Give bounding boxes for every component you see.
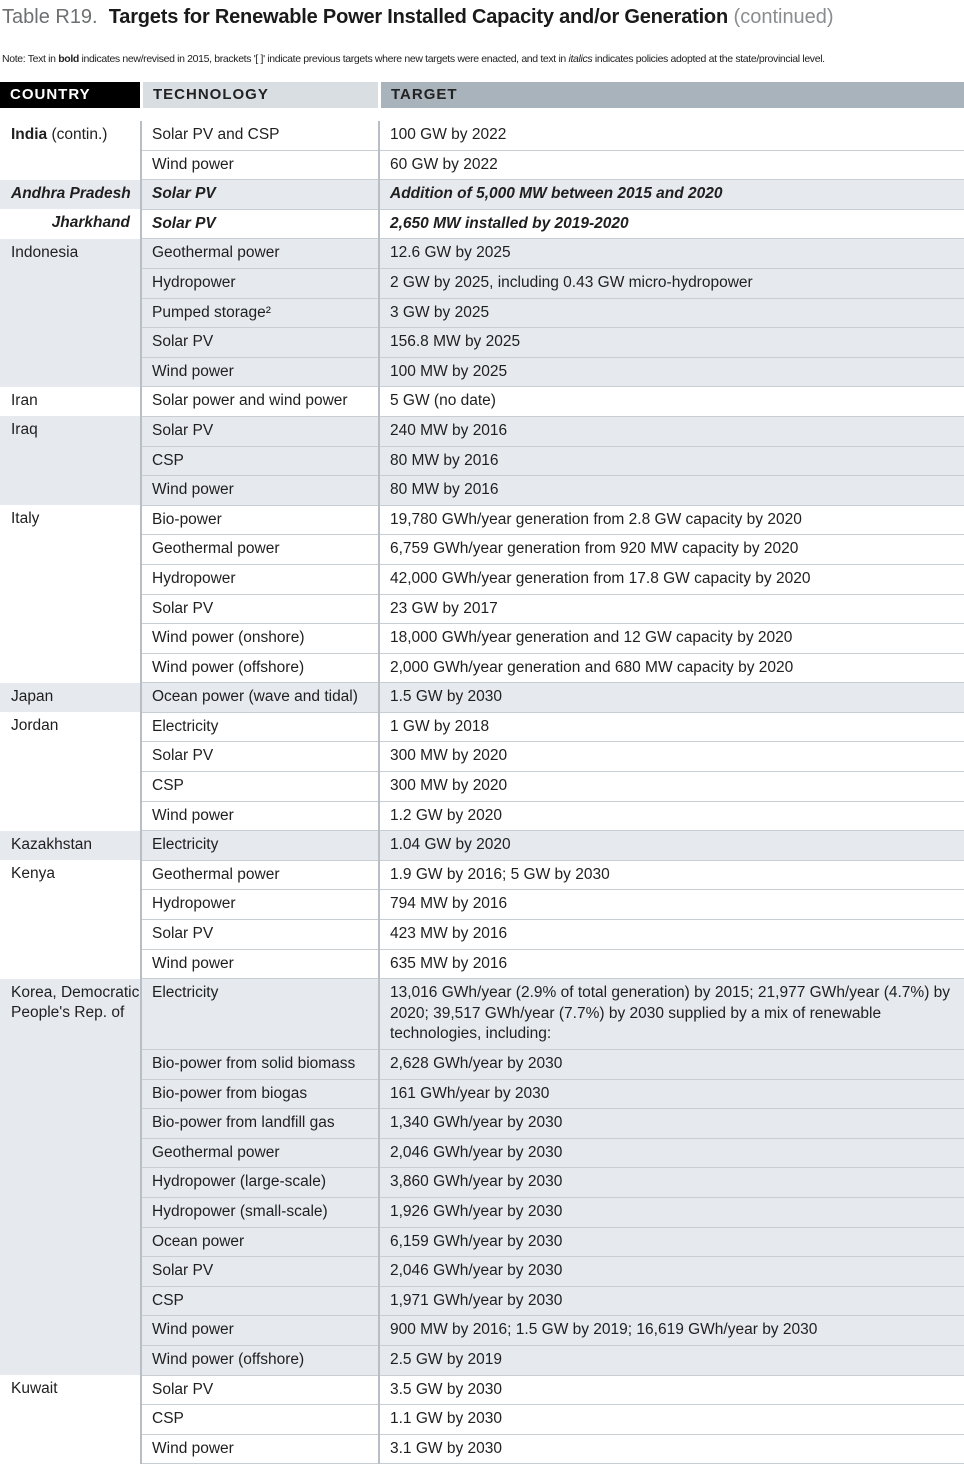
table-number: Table R19.: [2, 6, 98, 28]
country-name: Kazakhstan: [11, 835, 92, 853]
table-row: [0, 505, 964, 535]
technology-cell: Pumped storage²: [141, 298, 379, 328]
country-name: Korea, Democratic People's Rep. of: [11, 983, 140, 1022]
target-cell: 300 MW by 2020: [379, 742, 964, 772]
technology-cell: Wind power: [141, 150, 379, 180]
technology-cell: Solar PV: [141, 416, 379, 446]
technology-cell: Solar power and wind power: [141, 387, 379, 417]
table-row: [0, 1257, 964, 1287]
table-row: [0, 1109, 964, 1139]
table-row: [0, 239, 964, 269]
country-cell: [0, 121, 141, 180]
target-cell: 2.5 GW by 2019: [379, 1345, 964, 1375]
target-cell: 794 MW by 2016: [379, 890, 964, 920]
target-cell: 2,046 GWh/year by 2030: [379, 1138, 964, 1168]
technology-cell: Geothermal power: [141, 1138, 379, 1168]
table-row: [0, 1286, 964, 1316]
table-row: [0, 1316, 964, 1346]
target-cell: Addition of 5,000 MW between 2015 and 2020: [379, 180, 964, 210]
country-suffix: (contin.): [47, 126, 108, 143]
table-row: [0, 890, 964, 920]
target-cell: 3.5 GW by 2030: [379, 1375, 964, 1405]
target-cell: 1,340 GWh/year by 2030: [379, 1109, 964, 1139]
technology-cell: Electricity: [141, 712, 379, 742]
country-name: Andhra Pradesh: [11, 184, 131, 202]
target-cell: 6,159 GWh/year by 2030: [379, 1227, 964, 1257]
country-name: Iraq: [11, 421, 38, 439]
header-target: TARGET: [381, 82, 964, 108]
technology-cell: Solar PV: [141, 1257, 379, 1287]
targets-table-body: [0, 121, 964, 1464]
technology-cell: Hydropower: [141, 564, 379, 594]
target-cell: 13,016 GWh/year (2.9% of total generation) by 2015; 21,977 GWh/year (4.7%) by 2020; 39,517 GWh/year (7.7%) by 2030 supplied by a mix of renewable technologies, including:: [379, 979, 964, 1050]
target-cell: 80 MW by 2016: [379, 446, 964, 476]
table-row: [0, 416, 964, 446]
table-row: [0, 535, 964, 565]
table-row: [0, 1197, 964, 1227]
note-text-2: indicates new/revised in 2015, brackets '[ ]' indicate previous targets where new targets were enacted, and text in: [78, 53, 569, 65]
country-name: Indonesia: [11, 243, 79, 261]
target-cell: 6,759 GWh/year generation from 920 MW capacity by 2020: [379, 535, 964, 565]
country-cell: [0, 416, 141, 505]
table-row: [0, 801, 964, 831]
table-row: [0, 653, 964, 683]
country-cell: [0, 505, 141, 683]
technology-cell: Bio-power from solid biomass: [141, 1050, 379, 1080]
technology-cell: Solar PV: [141, 328, 379, 358]
target-cell: 1.04 GW by 2020: [379, 831, 964, 861]
table-title: [2, 6, 834, 29]
technology-cell: Wind power: [141, 1316, 379, 1346]
target-cell: 1 GW by 2018: [379, 712, 964, 742]
target-cell: 2 GW by 2025, including 0.43 GW micro-hydropower: [379, 268, 964, 298]
table-row: [0, 1079, 964, 1109]
technology-cell: Ocean power (wave and tidal): [141, 683, 379, 713]
target-cell: 3.1 GW by 2030: [379, 1434, 964, 1464]
table-row: [0, 742, 964, 772]
country-cell: [0, 387, 141, 417]
header-technology: TECHNOLOGY: [143, 82, 378, 108]
technology-cell: Solar PV and CSP: [141, 121, 379, 150]
target-cell: 12.6 GW by 2025: [379, 239, 964, 269]
target-cell: 2,628 GWh/year by 2030: [379, 1050, 964, 1080]
table-row: [0, 1168, 964, 1198]
technology-cell: Wind power: [141, 949, 379, 979]
technology-cell: Wind power: [141, 801, 379, 831]
country-name: India: [11, 126, 48, 143]
target-cell: 3 GW by 2025: [379, 298, 964, 328]
technology-cell: Hydropower (small-scale): [141, 1197, 379, 1227]
table-row: [0, 683, 964, 713]
country-name: Iran: [11, 391, 38, 409]
target-cell: 240 MW by 2016: [379, 416, 964, 446]
country-name: Jharkhand: [51, 214, 130, 232]
country-cell: [0, 831, 141, 861]
table-row: [0, 387, 964, 417]
table-row: [0, 357, 964, 387]
target-cell: 80 MW by 2016: [379, 476, 964, 506]
table-row: [0, 1227, 964, 1257]
technology-cell: Solar PV: [141, 180, 379, 210]
table-row: [0, 1138, 964, 1168]
table-row: [0, 121, 964, 150]
table-title-main: Targets for Renewable Power Installed Capacity and/or Generation: [108, 6, 728, 28]
table-row: [0, 1434, 964, 1464]
table-title-continued: (continued): [733, 6, 834, 28]
table-row: [0, 979, 964, 1050]
table-row: [0, 860, 964, 890]
table-row: [0, 564, 964, 594]
country-cell: [0, 712, 141, 830]
header-country: COUNTRY: [0, 82, 140, 108]
table-row: [0, 1375, 964, 1405]
technology-cell: Wind power (onshore): [141, 624, 379, 654]
table-row: [0, 831, 964, 861]
targets-table: [0, 121, 964, 1464]
technology-cell: Solar PV: [141, 594, 379, 624]
technology-cell: Wind power: [141, 1434, 379, 1464]
table-row: [0, 476, 964, 506]
table-note: [2, 53, 825, 65]
technology-cell: Geothermal power: [141, 860, 379, 890]
table-row: [0, 1050, 964, 1080]
country-name: Jordan: [11, 717, 59, 735]
table-row: [0, 1345, 964, 1375]
table-row: [0, 772, 964, 802]
country-cell: [0, 209, 141, 239]
table-row: [0, 920, 964, 950]
technology-cell: Geothermal power: [141, 239, 379, 269]
table-row: [0, 298, 964, 328]
target-cell: 1.9 GW by 2016; 5 GW by 2030: [379, 860, 964, 890]
target-cell: 161 GWh/year by 2030: [379, 1079, 964, 1109]
target-cell: 423 MW by 2016: [379, 920, 964, 950]
technology-cell: CSP: [141, 1286, 379, 1316]
target-cell: 1.5 GW by 2030: [379, 683, 964, 713]
table-row: [0, 328, 964, 358]
technology-cell: Solar PV: [141, 1375, 379, 1405]
target-cell: 5 GW (no date): [379, 387, 964, 417]
target-cell: 42,000 GWh/year generation from 17.8 GW capacity by 2020: [379, 564, 964, 594]
table-row: [0, 949, 964, 979]
note-italics-word: italics: [568, 53, 593, 65]
technology-cell: Wind power (offshore): [141, 1345, 379, 1375]
table-row: [0, 209, 964, 239]
country-cell: [0, 683, 141, 713]
technology-cell: CSP: [141, 446, 379, 476]
country-cell: [0, 239, 141, 387]
target-cell: 100 MW by 2025: [379, 357, 964, 387]
table-row: [0, 150, 964, 180]
target-cell: 2,000 GWh/year generation and 680 MW capacity by 2020: [379, 653, 964, 683]
target-cell: 1,971 GWh/year by 2030: [379, 1286, 964, 1316]
table-row: [0, 180, 964, 210]
table-row: [0, 268, 964, 298]
table-row: [0, 446, 964, 476]
target-cell: 2,046 GWh/year by 2030: [379, 1257, 964, 1287]
technology-cell: Electricity: [141, 831, 379, 861]
country-cell: [0, 180, 141, 210]
table-row: [0, 712, 964, 742]
target-cell: 100 GW by 2022: [379, 121, 964, 150]
technology-cell: Wind power (offshore): [141, 653, 379, 683]
target-cell: 1.2 GW by 2020: [379, 801, 964, 831]
note-text-3: indicates policies adopted at the state/provincial level.: [592, 53, 825, 65]
technology-cell: Bio-power from landfill gas: [141, 1109, 379, 1139]
target-cell: 635 MW by 2016: [379, 949, 964, 979]
technology-cell: Solar PV: [141, 742, 379, 772]
technology-cell: Solar PV: [141, 920, 379, 950]
country-cell: [0, 860, 141, 978]
target-cell: 1.1 GW by 2030: [379, 1405, 964, 1435]
target-cell: 3,860 GWh/year by 2030: [379, 1168, 964, 1198]
technology-cell: Hydropower (large-scale): [141, 1168, 379, 1198]
target-cell: 156.8 MW by 2025: [379, 328, 964, 358]
country-cell: [0, 1375, 141, 1464]
table-row: [0, 1405, 964, 1435]
technology-cell: Electricity: [141, 979, 379, 1050]
target-cell: 60 GW by 2022: [379, 150, 964, 180]
technology-cell: Wind power: [141, 476, 379, 506]
country-name: Kuwait: [11, 1380, 58, 1398]
technology-cell: Hydropower: [141, 268, 379, 298]
country-name: Italy: [11, 510, 40, 528]
target-cell: 1,926 GWh/year by 2030: [379, 1197, 964, 1227]
technology-cell: Wind power: [141, 357, 379, 387]
target-cell: 300 MW by 2020: [379, 772, 964, 802]
technology-cell: Geothermal power: [141, 535, 379, 565]
note-bold-word: bold: [58, 53, 79, 65]
target-cell: 900 MW by 2016; 1.5 GW by 2019; 16,619 GWh/year by 2030: [379, 1316, 964, 1346]
country-name: Kenya: [11, 865, 55, 883]
technology-cell: Bio-power: [141, 505, 379, 535]
target-cell: 19,780 GWh/year generation from 2.8 GW capacity by 2020: [379, 505, 964, 535]
country-cell: [0, 979, 141, 1375]
table-row: [0, 624, 964, 654]
table-row: [0, 594, 964, 624]
technology-cell: Ocean power: [141, 1227, 379, 1257]
technology-cell: Solar PV: [141, 209, 379, 239]
target-cell: 18,000 GWh/year generation and 12 GW capacity by 2020: [379, 624, 964, 654]
country-name: Japan: [11, 687, 54, 705]
target-cell: 2,650 MW installed by 2019-2020: [379, 209, 964, 239]
technology-cell: CSP: [141, 772, 379, 802]
technology-cell: Hydropower: [141, 890, 379, 920]
target-cell: 23 GW by 2017: [379, 594, 964, 624]
technology-cell: Bio-power from biogas: [141, 1079, 379, 1109]
technology-cell: CSP: [141, 1405, 379, 1435]
note-text-1: Note: Text in: [2, 53, 59, 65]
